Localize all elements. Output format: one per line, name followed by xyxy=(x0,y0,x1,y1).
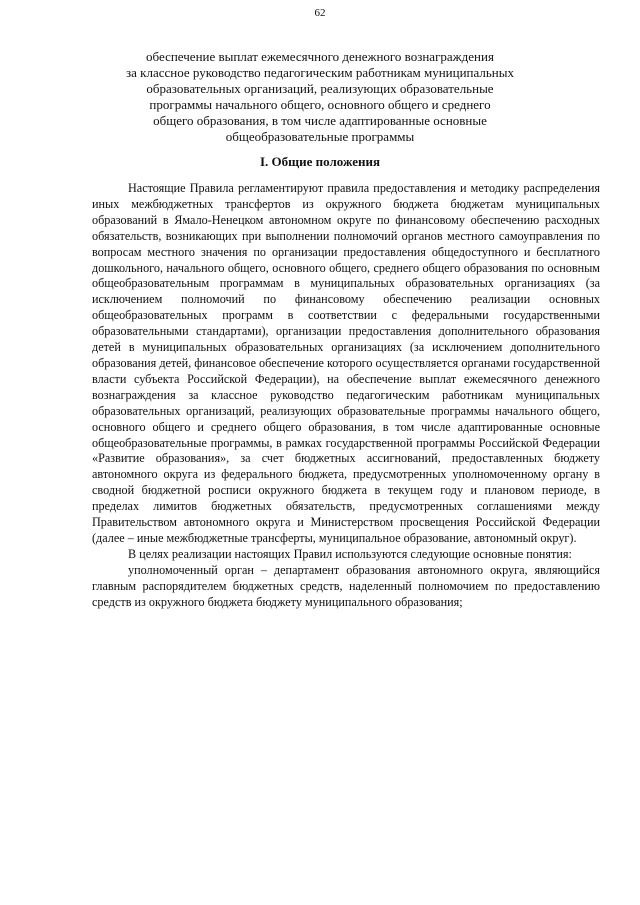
page-number: 62 xyxy=(314,7,326,19)
title-line: программы начального общего, основного общего и среднего xyxy=(149,97,491,112)
title-line: за классное руководство педагогическим работникам муниципальных xyxy=(126,65,514,80)
document-title xyxy=(100,49,540,145)
section-heading: I. Общие положения xyxy=(260,154,380,169)
document-body xyxy=(92,181,600,610)
title-line: обеспечение выплат ежемесячного денежного вознаграждения xyxy=(146,49,494,64)
paragraph: В целях реализации настоящих Правил используются следующие основные понятия: xyxy=(128,546,572,561)
paragraph: Настоящие Правила регламентируют правила предоставления и методику распределения иных межбюджетных трансфертов из окружного бюджета бюджетам муниципальных образований в Ямало-Ненецком автономном округе по финансовому обеспечению расходных обязательств, возникающих при выполнении полномочий органов местного самоуправления по вопросам местного значения по организации предоставления общедоступного и бесплатного дошкольного, начального общего, основного общего, среднего общего образования по основным общеобразовательным программам в муниципальных образовательных организациях (за исключением полномочий по финансовому обеспечению реализации основных общеобразовательных программ в соответствии с федеральными государственными образовательными стандартами), организации предоставления дополнительного образования детей в муниципальных образовательных организациях (за исключением дополнительного образования детей, финансовое обеспечение которого осуществляется органами государственной власти субъекта Российской Федерации), на обеспечение выплат ежемесячного денежного вознаграждения за классное руководство педагогическим работникам муниципальных образовательных организаций, реализующих образовательные программы начального общего, основного общего и среднего общего образования, в том числе адаптированные основные общеобразовательные программы, в рамках государственной программы Российской Федерации «Развитие образования», за счет бюджетных ассигнований, предоставленных бюджету автономного округа из федерального бюджета, предусмотренных уполномоченному органу в сводной бюджетной росписи окружного бюджета в текущем году и плановом периоде, в пределах лимитов бюджетных обязательств, предусмотренных соглашениями между Правительством автономного округа и Министерством просвещения Российской Федерации (далее – иные межбюджетные трансферты, муниципальное образование, автономный округ). xyxy=(92,181,600,545)
title-line: образовательных организаций, реализующих образовательные xyxy=(146,81,494,96)
title-line: общеобразовательные программы xyxy=(225,129,415,144)
paragraph: уполномоченный орган – департамент образования автономного округа, являющийся главным распорядителем бюджетных средств, наделенный полномочием по предоставлению средств из окружного бюджета бюджету муниципального образования; xyxy=(92,562,600,609)
title-line: общего образования, в том числе адаптированные основные xyxy=(153,113,487,128)
